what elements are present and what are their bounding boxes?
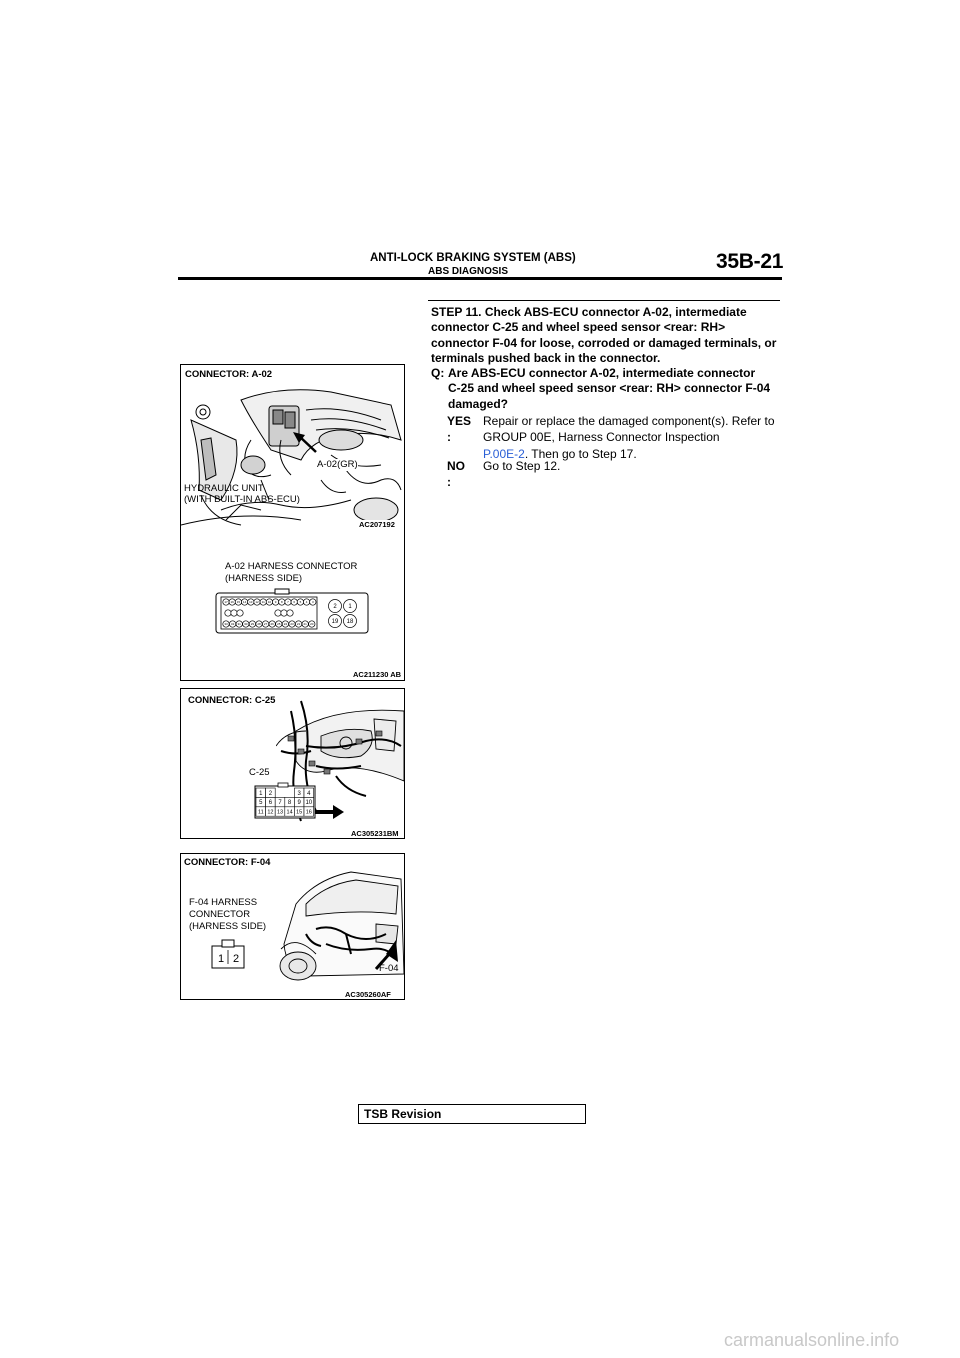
- connector-pin: [231, 610, 237, 616]
- connector-pin-number: 3: [297, 790, 301, 797]
- hydraulic-unit-label: HYDRAULIC UNIT: [184, 483, 264, 494]
- watermark: carmanualsonline.info: [724, 1330, 900, 1350]
- tsb-revision-box: [358, 1104, 586, 1124]
- connector-pin-number: 32: [230, 622, 235, 627]
- figure-title: CONNECTOR: A-02: [185, 369, 273, 380]
- connector-pin-number: 1: [348, 604, 352, 611]
- f04-pin: 2: [232, 953, 240, 965]
- connector-pin-number: 29: [250, 622, 255, 627]
- connector-pin-number: 16: [305, 809, 312, 816]
- connector-pin-number: 17: [224, 600, 228, 605]
- step-heading: STEP 11. Check ABS-ECU connector A-02, intermediate connector C-25 and wheel speed sensor <rear: RH> connector F-04 for loose, corroded or damaged terminals, or terminals pushed back in the connector.: [431, 305, 777, 365]
- question: [431, 366, 783, 412]
- question-line-1: Are ABS-ECU connector A-02, intermediate connector: [448, 366, 756, 380]
- connector-pin-number: 15: [236, 600, 241, 605]
- connector-pin-number: 33: [224, 622, 228, 627]
- connector-pin-number: 3: [311, 600, 314, 605]
- connector-pin-number: 12: [267, 809, 274, 816]
- manual-section-title: ANTI-LOCK BRAKING SYSTEM (ABS): [370, 252, 576, 264]
- no-label: NO :: [447, 459, 465, 489]
- connector-pin-number: 6: [293, 600, 296, 605]
- connector-pin-number: 22: [296, 622, 301, 627]
- connector-pin-number: 23: [290, 622, 294, 627]
- connector-pin-number: 19: [331, 619, 339, 626]
- connector-callout: A-02(GR): [317, 459, 358, 470]
- connector-pin: [275, 610, 281, 616]
- connector-pin-number: 14: [286, 809, 293, 816]
- step-divider: [428, 300, 780, 301]
- connector-pin-number: 16: [230, 600, 234, 605]
- figure-connector-c25: [180, 688, 405, 839]
- connector-pin-number: 8: [287, 800, 292, 807]
- engine-bay-illustration: [181, 380, 405, 530]
- connector-pin-number: 31: [237, 622, 241, 627]
- f04-connector-face: [211, 938, 247, 970]
- yes-label: YES :: [447, 414, 472, 444]
- yes-tail: . Then go to Step 17.: [524, 447, 637, 461]
- connector-pin-number: 28: [257, 622, 261, 627]
- figure-code: AC305260AF: [345, 990, 391, 999]
- photo-code: AC207192: [359, 520, 395, 529]
- connector-pin-number: 7: [278, 800, 282, 807]
- connector-pin-number: 9: [297, 800, 301, 807]
- connector-pin-number: 9: [274, 600, 277, 605]
- f04-harness-side-label: (HARNESS SIDE): [189, 921, 267, 932]
- connector-pin-number: 20: [310, 622, 314, 627]
- f04-callout: F-04: [379, 963, 399, 974]
- connector-pin-number: 24: [283, 622, 288, 627]
- figure-connector-a02: [180, 364, 405, 681]
- connector-pin-number: 21: [303, 622, 307, 627]
- connector-pin-number: 6: [268, 800, 273, 807]
- connector-pin-number: 13: [276, 809, 284, 816]
- yes-text: Repair or replace the damaged component(s). Refer to GROUP 00E, Harness Connector Inspection: [483, 414, 775, 444]
- connector-pin-number: 5: [259, 800, 263, 807]
- connector-pin-number: 5: [299, 600, 302, 605]
- figure-title: CONNECTOR: F-04: [184, 857, 271, 868]
- connector-pin-number: 30: [244, 622, 248, 627]
- connector-pin-number: 15: [296, 809, 303, 816]
- figure-code: AC211230 AB: [353, 670, 402, 679]
- question-line-rest: C-25 and wheel speed sensor <rear: RH> connector F-04 damaged?: [448, 381, 771, 411]
- connector-pin-number: 11: [257, 809, 264, 816]
- no-text: Go to Step 12.: [483, 459, 561, 473]
- connector-pin-number: 13: [249, 600, 253, 605]
- figure-title: CONNECTOR: C-25: [188, 695, 276, 706]
- f04-harness-label: F-04 HARNESS: [189, 897, 258, 908]
- connector-pin-number: 12: [255, 600, 259, 605]
- connector-pin-number: 25: [277, 622, 281, 627]
- connector-pin-number: 7: [287, 600, 289, 605]
- connector-pin-number: 2: [268, 790, 273, 797]
- header-rule: [178, 277, 782, 280]
- figure-connector-f04: [180, 853, 405, 1000]
- harness-connector-label: A-02 HARNESS CONNECTOR: [225, 561, 358, 572]
- connector-pin: [225, 610, 231, 616]
- manual-subsection-title: ABS DIAGNOSIS: [428, 266, 509, 277]
- tsb-revision-label: TSB Revision: [364, 1107, 442, 1121]
- connector-pin-number: 11: [261, 600, 265, 605]
- hydraulic-unit-label-2: (WITH BUILT-IN ABS-ECU): [184, 494, 300, 505]
- connector-pin-number: 10: [305, 800, 313, 807]
- connector-pin: [287, 610, 293, 616]
- connector-pin-number: 4: [307, 790, 311, 797]
- connector-pin-number: 10: [267, 600, 272, 605]
- rear-vehicle-illustration: [276, 864, 405, 994]
- connector-pin-number: 1: [259, 790, 263, 797]
- f04-connector-label: CONNECTOR: [189, 909, 251, 920]
- arrow-icon: [315, 805, 345, 819]
- question-label: Q:: [431, 366, 445, 380]
- connector-pin-number: 14: [242, 600, 247, 605]
- page-number: 35B-21: [716, 250, 784, 273]
- connector-pin: [281, 610, 287, 616]
- reference-link[interactable]: P.00E-2: [483, 447, 525, 461]
- connector-pin-number: 4: [305, 600, 308, 605]
- connector-pin-number: 2: [333, 604, 337, 611]
- connector-pin: [237, 610, 243, 616]
- connector-pin-number: 27: [263, 622, 268, 627]
- figure-code: AC305231BM: [351, 829, 399, 838]
- c25-label: C-25: [249, 767, 270, 778]
- harness-side-label: (HARNESS SIDE): [225, 573, 303, 584]
- connector-pin-number: 26: [270, 622, 274, 627]
- c25-connector-face: [254, 782, 322, 820]
- connector-pin-number: 18: [346, 619, 354, 626]
- a02-connector-face: [215, 588, 375, 638]
- connector-pin-number: 8: [280, 600, 283, 605]
- f04-pin: 1: [217, 953, 225, 965]
